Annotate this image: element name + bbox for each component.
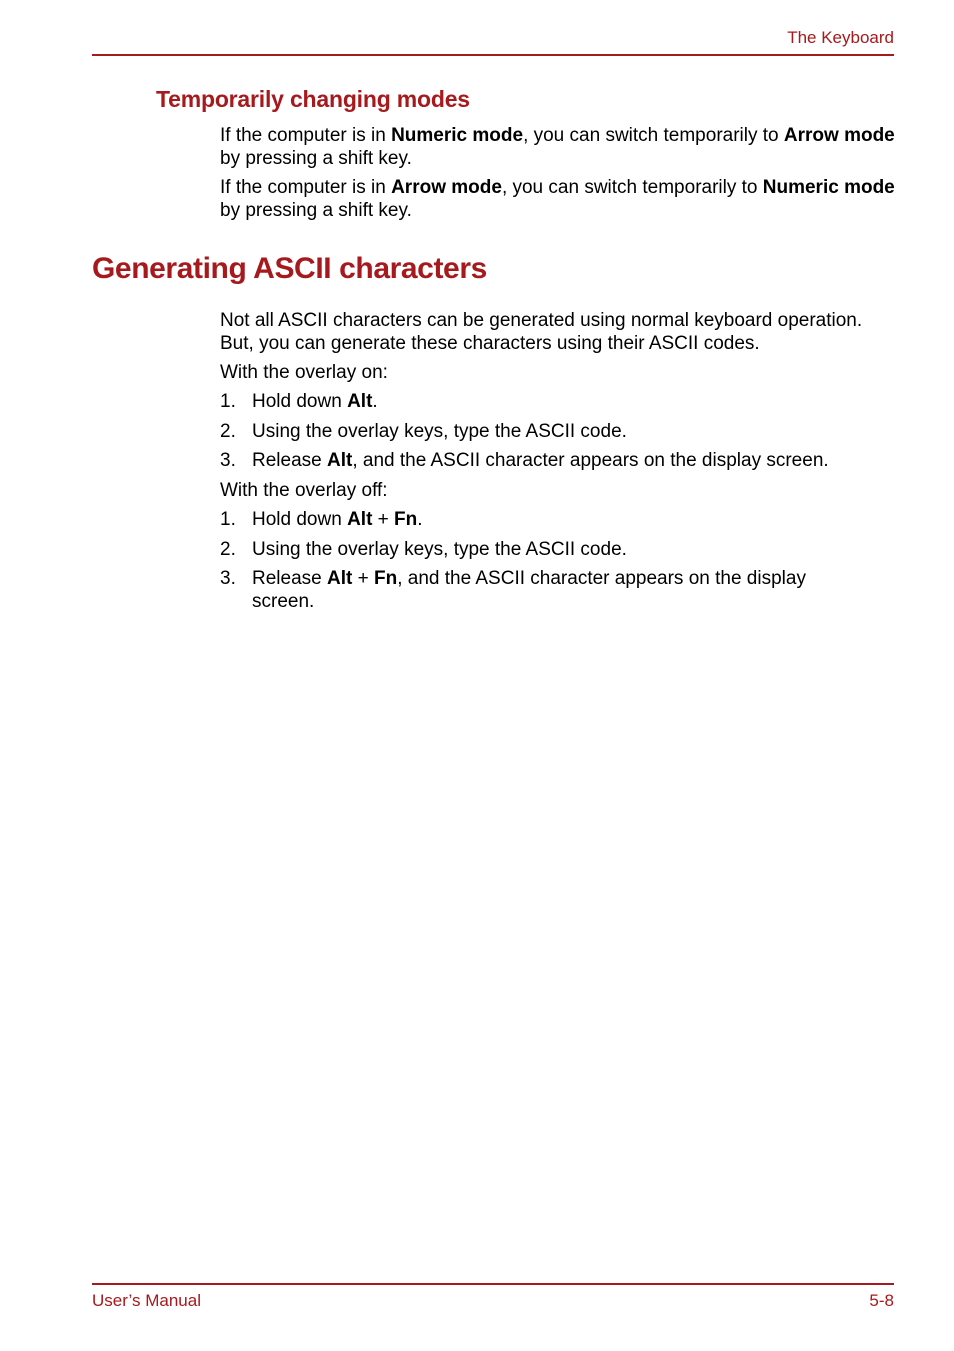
list-number: 1. [220,391,236,412]
list-number: 2. [220,421,236,442]
list-item: 3. Release Alt, and the ASCII character appears on the display screen. [220,450,829,471]
paragraph-ascii-intro: Not all ASCII characters can be generated using normal keyboard operation. But, you can generate these characters using their ASCII codes. [220,310,863,354]
header-rule [92,54,894,56]
key-alt: Alt [347,391,373,412]
key-alt: Alt [347,509,373,530]
label-overlay-off: With the overlay off: [220,480,388,501]
list-number: 3. [220,450,236,471]
term-numeric-mode: Numeric mode [391,125,524,146]
list-item: 2. Using the overlay keys, type the ASCII code. [220,421,627,442]
list-item: 2. Using the overlay keys, type the ASCII code. [220,539,627,560]
key-alt: Alt [327,450,353,471]
key-alt: Alt [327,568,353,589]
list-item: 1. Hold down Alt + Fn. [220,509,423,530]
section-heading-temporarily-changing-modes: Temporarily changing modes [156,86,470,112]
list-item: 3. Release Alt + Fn, and the ASCII character appears on the display screen. [220,568,806,612]
footer-manual-title: User’s Manual [92,1291,201,1310]
list-number: 3. [220,568,236,589]
chapter-heading-generating-ascii: Generating ASCII characters [92,252,487,285]
label-overlay-on: With the overlay on: [220,362,388,383]
paragraph-arrow-to-numeric: If the computer is in Arrow mode, you can switch temporarily to Numeric mode by pressing a shift key. [220,177,895,221]
key-fn: Fn [373,568,398,589]
list-item: 1. Hold down Alt. [220,391,378,412]
term-arrow-mode: Arrow mode [391,177,502,198]
list-number: 2. [220,539,236,560]
key-fn: Fn [394,509,418,530]
list-number: 1. [220,509,236,530]
term-arrow-mode: Arrow mode [783,125,895,146]
page-number: 5-8 [869,1291,894,1310]
running-header: The Keyboard [787,28,894,47]
footer-rule [92,1283,894,1285]
term-numeric-mode: Numeric mode [762,177,895,198]
paragraph-numeric-to-arrow: If the computer is in Numeric mode, you can switch temporarily to Arrow mode by pressing a shift key. [220,125,895,169]
